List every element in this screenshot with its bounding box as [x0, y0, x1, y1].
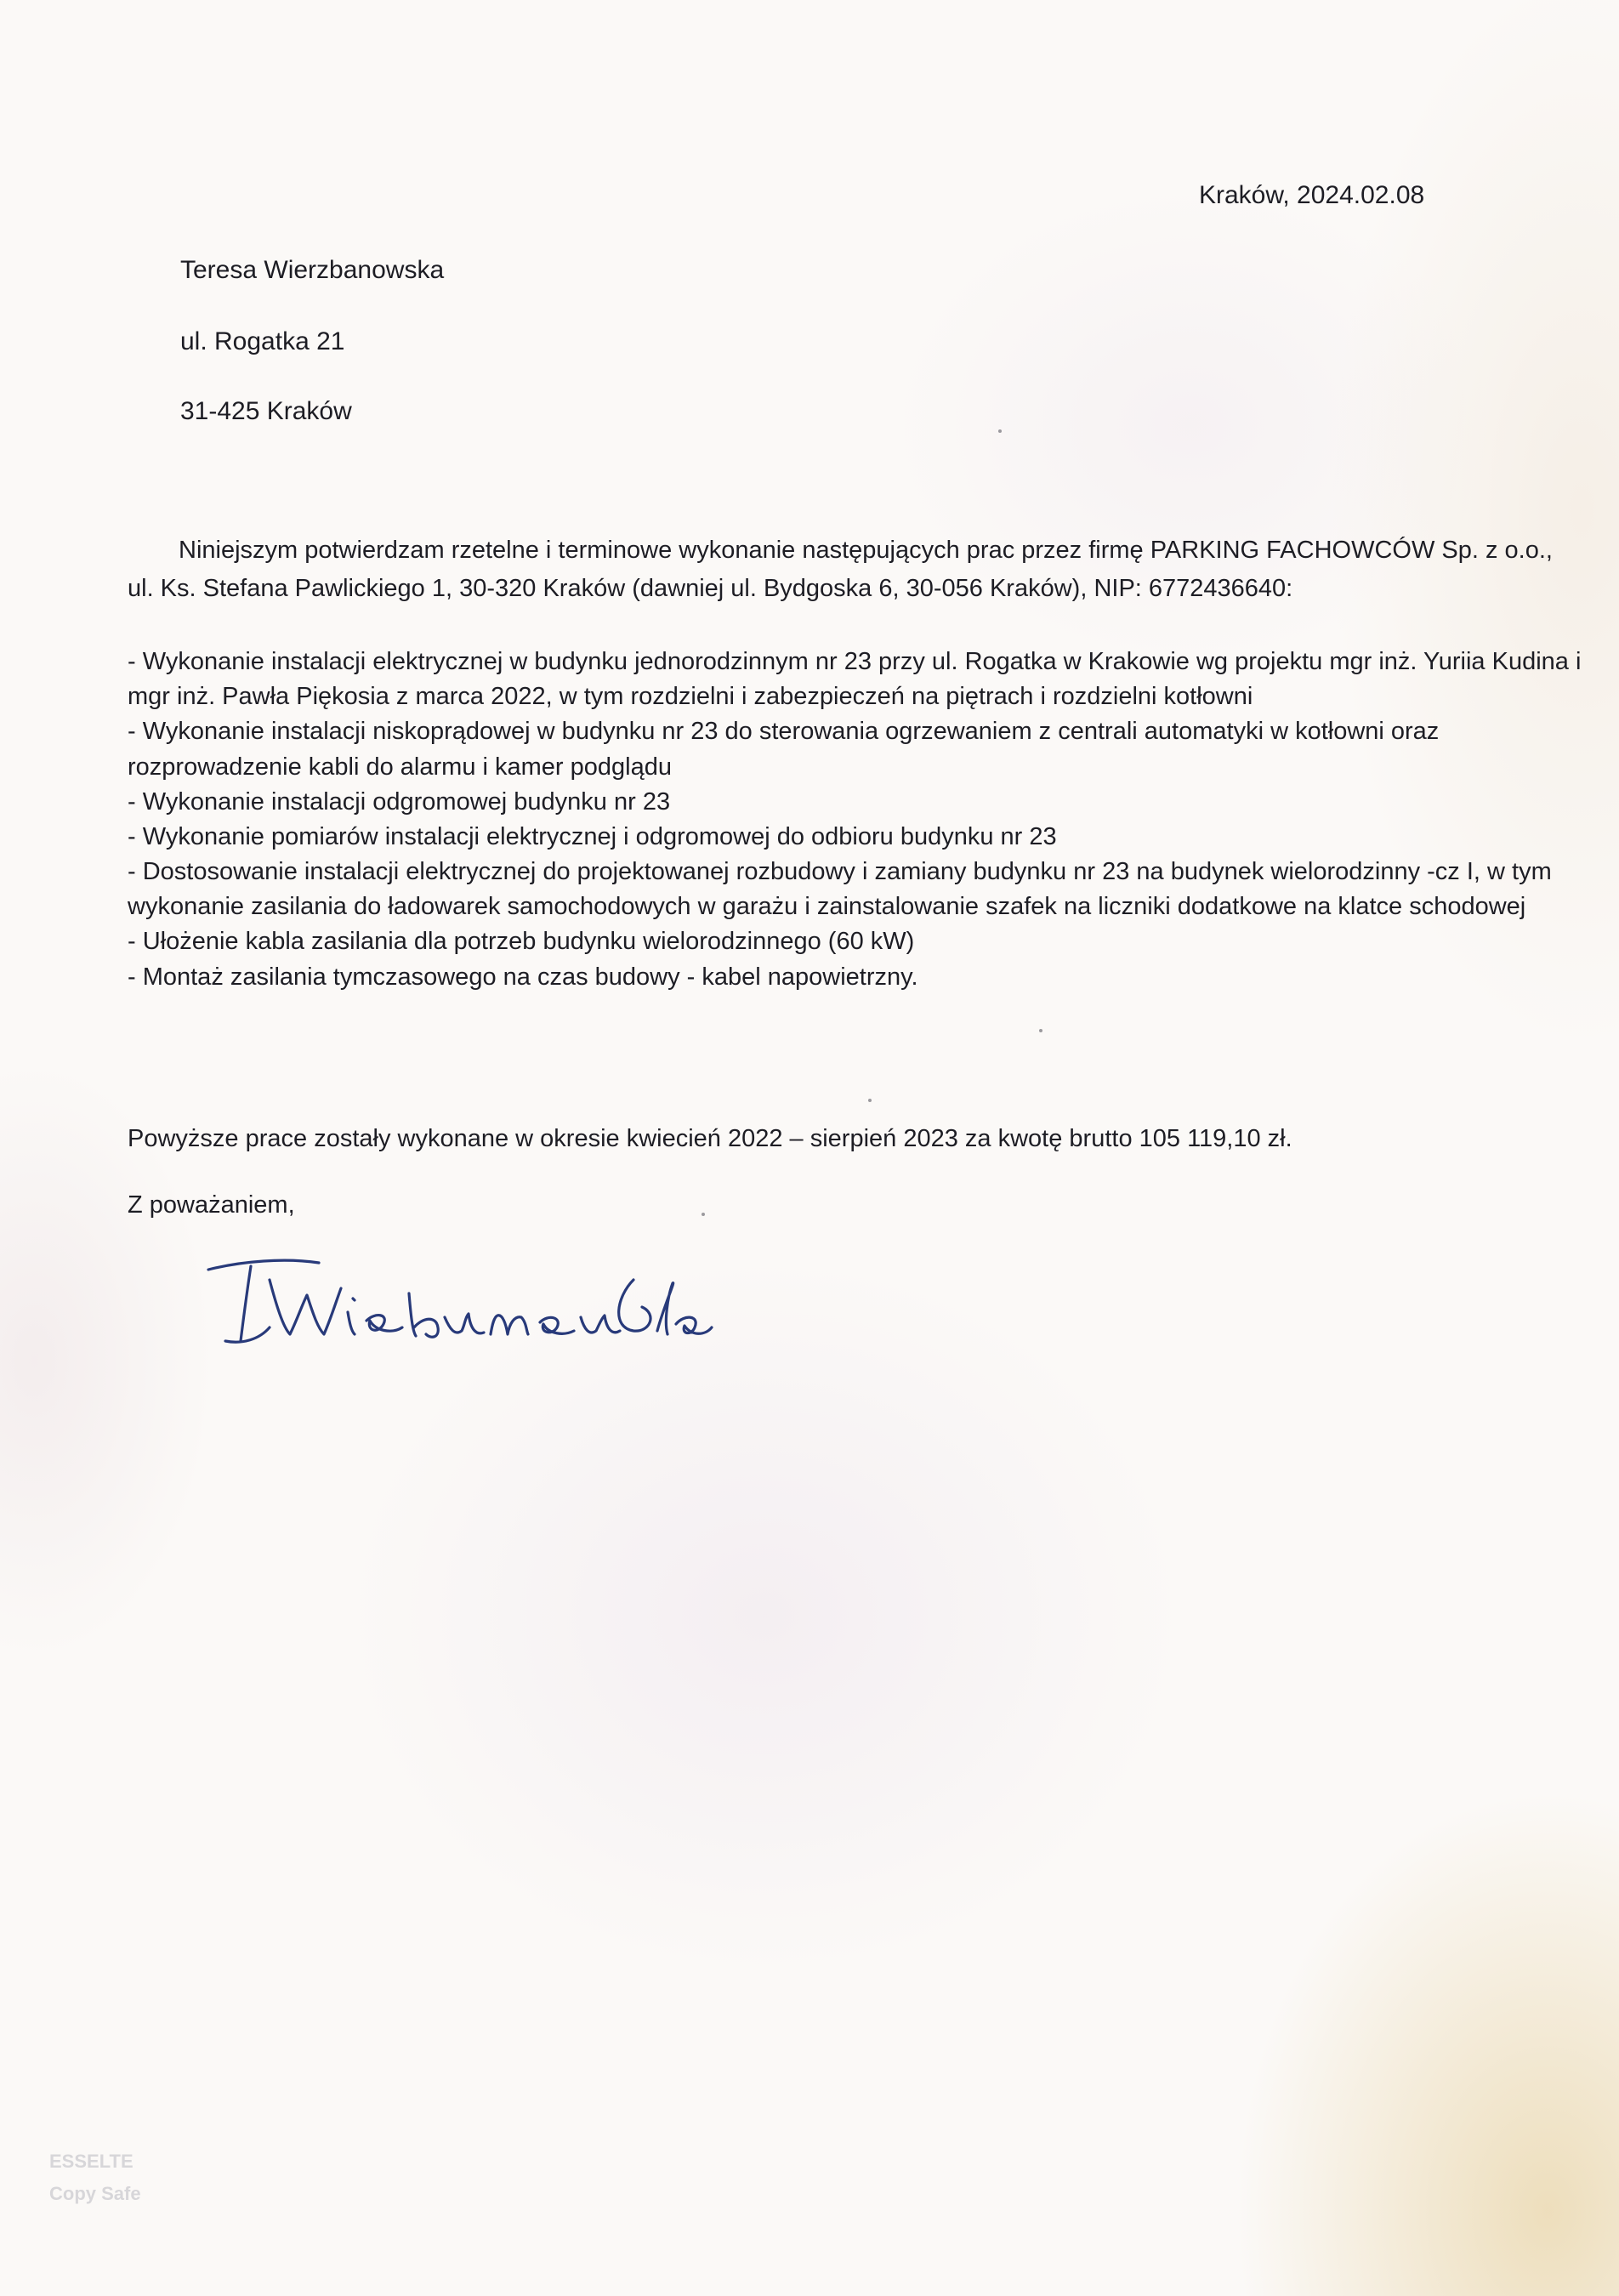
list-item: - Montaż zasilania tymczasowego na czas budowy - kabel napowietrzny. [128, 963, 918, 991]
stamp-brand: ESSELTE [49, 2151, 133, 2172]
sender-street: ul. Rogatka 21 [180, 327, 345, 355]
work-list [128, 645, 1582, 995]
sender-name: Teresa Wierzbanowska [180, 256, 445, 284]
list-item: - Wykonanie instalacji niskoprądowej w budynku nr 23 do sterowania ogrzewaniem z centrali automatyki w kotłowni oraz rozprowadzenie kabli do alarmu i kamer podglądu [128, 718, 1440, 781]
closing-text: Z poważaniem, [128, 1191, 295, 1219]
list-item: - Wykonanie pomiarów instalacji elektrycznej i odgromowej do odbioru budynku nr 23 [128, 822, 1057, 850]
sender-city: 31-425 Kraków [180, 397, 352, 425]
intro-text: Niniejszym potwierdzam rzetelne i terminowe wykonanie następujących prac przez firmę PARKING FACHOWCÓW Sp. z o.o., ul. Ks. Stefana Pawlickiego 1, 30-320 Kraków (dawniej ul. Bydgoska 6, 30-056 Kraków), NIP: 6772436640: [128, 537, 1553, 602]
list-item: - Wykonanie instalacji elektrycznej w budynku jednorodzinnym nr 23 przy ul. Rogatka w Krakowie wg projektu mgr inż. Yuriia Kudina i mgr inż. Pawła Piękosia z marca 2022, w tym rozdzielni i zabezpieczeń na piętrach i rozdzielni kotłowni [128, 648, 1582, 711]
list-item: - Ułożenie kabla zasilania dla potrzeb budynku wielorodzinnego (60 kW) [128, 928, 915, 956]
intro-paragraph [128, 531, 1573, 608]
speck [702, 1213, 705, 1216]
speck [998, 429, 1002, 433]
speck [868, 1099, 872, 1102]
summary-text: Powyższe prace zostały wykonane w okresie kwiecień 2022 – sierpień 2023 za kwotę brutto 105 119,10 zł. [128, 1125, 1292, 1152]
list-item: - Dostosowanie instalacji elektrycznej do projektowanej rozbudowy i zamiany budynku nr 23 na budynek wielorodzinny -cz I, w tym wykonanie zasilania do ładowarek samochodowych w garażu i zainstalowanie szafek na liczniki dodatkowe na klatce schodowej [128, 858, 1552, 921]
list-item: - Wykonanie instalacji odgromowej budynku nr 23 [128, 787, 671, 816]
handwritten-signature [191, 1246, 719, 1356]
letter-date: Kraków, 2024.02.08 [1199, 181, 1425, 209]
stamp-watermark [49, 2146, 219, 2240]
stamp-caption: Copy Safe [49, 2183, 141, 2204]
speck [1039, 1029, 1042, 1032]
